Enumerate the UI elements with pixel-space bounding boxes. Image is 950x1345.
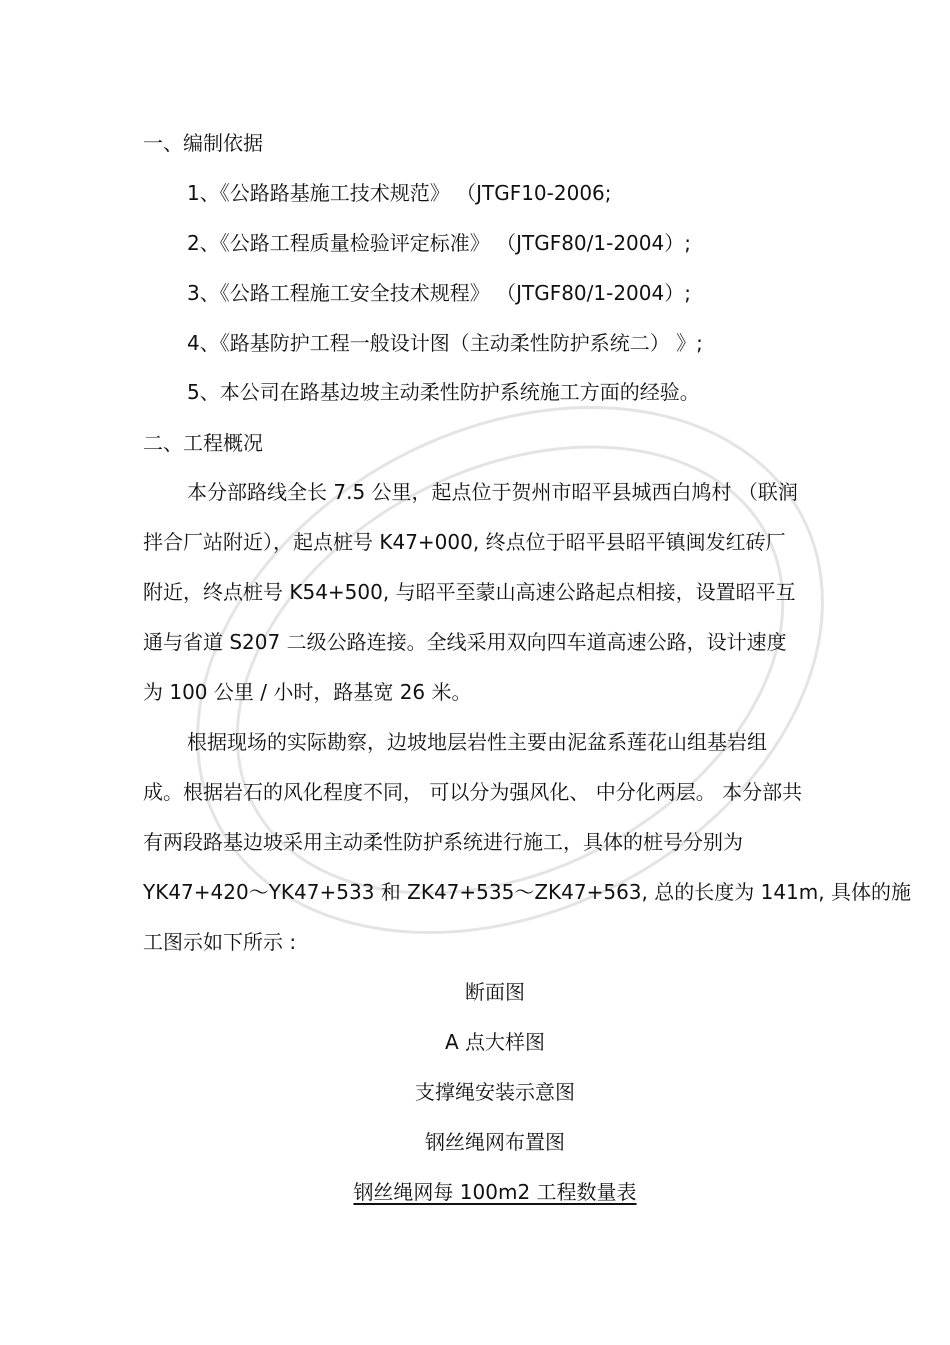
basis-item-5: 5、本公司在路基边坡主动柔性防护系统施工方面的经验。 xyxy=(187,380,700,404)
basis-item-4: 4、《路基防护工程一般设计图（主动柔性防护系统二） 》; xyxy=(187,331,703,355)
geology-paragraph-line: 成。根据岩石的风化程度不同， 可以分为强风化、 中分化两层。 本分部共 xyxy=(143,780,803,804)
figure-caption-quantity-table: 钢丝绳网每 100m2 工程数量表 xyxy=(353,1180,637,1204)
basis-item-3: 3、《公路工程施工安全技术规程》 （JTGF80/1-2004）; xyxy=(187,281,691,305)
geology-paragraph-line: 有两段路基边坡采用主动柔性防护系统进行施工，具体的桩号分别为 xyxy=(143,830,743,854)
basis-item-2: 2、《公路工程质量检验评定标准》 （JTGF80/1-2004）; xyxy=(187,231,691,255)
figure-caption-section: 断面图 xyxy=(465,980,525,1004)
figure-caption-detail-a: A 点大样图 xyxy=(444,1030,546,1054)
overview-paragraph-line: 本分部路线全长 7.5 公里，起点位于贺州市昭平县城西白鸠村 （联润 xyxy=(187,480,798,504)
watermark xyxy=(150,390,870,950)
overview-paragraph-line: 附近，终点桩号 K54+500, 与昭平至蒙山高速公路起点相接，设置昭平互 xyxy=(143,580,796,604)
section-heading-overview: 二、工程概况 xyxy=(143,431,263,455)
geology-paragraph-line: 工图示如下所示 : xyxy=(143,930,297,954)
overview-paragraph-line: 为 100 公里 / 小时，路基宽 26 米。 xyxy=(143,680,472,704)
geology-paragraph-line: YK47+420～YK47+533 和 ZK47+535～ZK47+563, 总的长度为 141m, 具体的施 xyxy=(143,880,911,904)
overview-paragraph-line: 通与省道 S207 二级公路连接。全线采用双向四车道高速公路，设计速度 xyxy=(143,630,787,654)
overview-paragraph-line: 拌合厂站附近），起点桩号 K47+000, 终点位于昭平县昭平镇闽发红砖厂 xyxy=(143,530,786,554)
basis-item-1: 1、《公路路基施工技术规范》 （JTGF10-2006; xyxy=(187,181,612,205)
figure-caption-wire-net: 钢丝绳网布置图 xyxy=(425,1130,565,1154)
section-heading-basis: 一、编制依据 xyxy=(143,131,263,155)
geology-paragraph-line: 根据现场的实际勘察，边坡地层岩性主要由泥盆系莲花山组基岩组 xyxy=(187,730,767,754)
figure-caption-support-rope: 支撑绳安装示意图 xyxy=(415,1080,575,1104)
